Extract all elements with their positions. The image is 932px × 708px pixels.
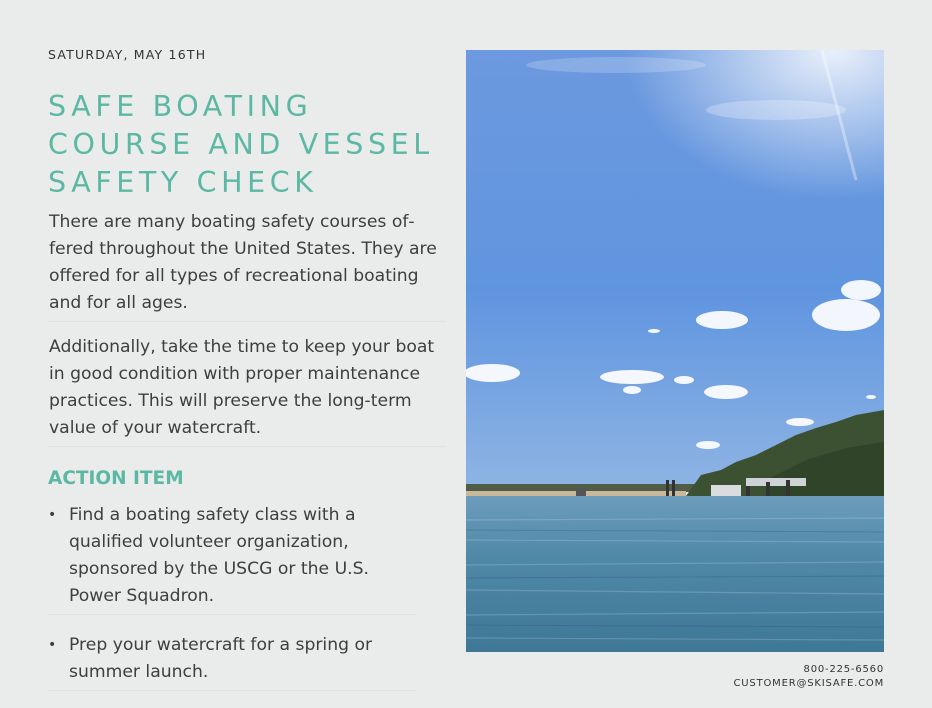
intro-paragraph: There are many boating safety courses offered throughout the United States. They are offered for all types of recreational boating and for all ages. bbox=[49, 209, 446, 322]
lake-photo bbox=[466, 50, 884, 652]
maintenance-paragraph: Additionally, take the time to keep your boat in good condition with proper maintenance practices. This will preserve the long-term value of your watercraft. bbox=[49, 334, 446, 447]
action-item-heading: ACTION ITEM bbox=[48, 468, 184, 489]
page-title: SAFE BOATING COURSE AND VESSEL SAFETY CHECK bbox=[48, 90, 434, 199]
contact-phone: 800-225-6560 bbox=[803, 664, 884, 675]
contact-email: CUSTOMER@SKISAFE.COM bbox=[733, 678, 884, 689]
action-item-text: Prep your watercraft for a spring or summer launch. bbox=[69, 635, 373, 682]
list-item bbox=[48, 502, 416, 615]
action-item-list bbox=[48, 502, 416, 708]
contact-info bbox=[734, 663, 884, 691]
bullet-icon: • bbox=[48, 637, 57, 653]
bullet-icon: • bbox=[48, 507, 57, 523]
event-date: SATURDAY, MAY 16TH bbox=[48, 47, 207, 62]
list-item bbox=[48, 632, 416, 691]
action-item-text: Find a boating safety class with a qualified volunteer organization, sponsored by the USCG or the U.S. Power Squadron. bbox=[69, 505, 370, 606]
